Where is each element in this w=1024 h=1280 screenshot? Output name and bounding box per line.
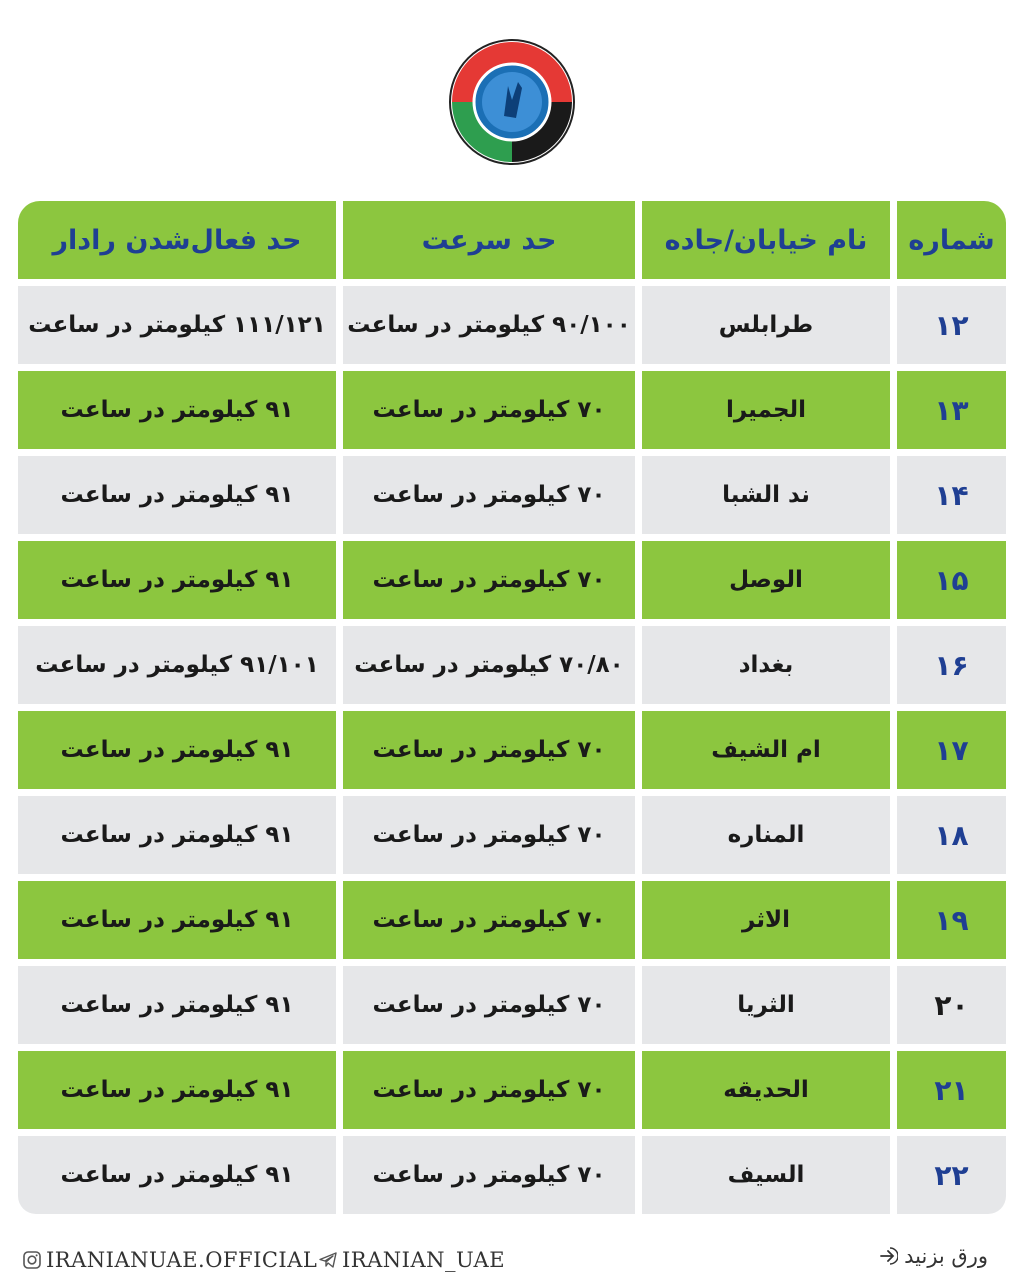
row-street: الوصل	[642, 541, 890, 619]
table-row	[18, 1051, 1006, 1129]
row-speed-limit: ۷۰ کیلومتر در ساعت	[343, 966, 635, 1044]
speed-limit-table	[18, 201, 1006, 1221]
row-speed-limit: ۷۰/۸۰ کیلومتر در ساعت	[343, 626, 635, 704]
table-row	[18, 796, 1006, 874]
telegram-label: IRANIAN_UAE	[342, 1248, 506, 1272]
table-row	[18, 711, 1006, 789]
row-speed-limit: ۷۰ کیلومتر در ساعت	[343, 456, 635, 534]
arrow-right-icon	[878, 1246, 898, 1266]
row-speed-limit: ۷۰ کیلومتر در ساعت	[343, 711, 635, 789]
row-speed-limit: ۷۰ کیلومتر در ساعت	[343, 881, 635, 959]
row-radar-limit: ۹۱ کیلومتر در ساعت	[18, 541, 336, 619]
row-radar-limit: ۹۱ کیلومتر در ساعت	[18, 711, 336, 789]
table-row	[18, 371, 1006, 449]
header-speed-limit: حد سرعت	[343, 201, 635, 279]
row-radar-limit: ۹۱/۱۰۱ کیلومتر در ساعت	[18, 626, 336, 704]
row-number: ۱۹	[897, 881, 1006, 959]
telegram-handle[interactable]	[318, 1248, 505, 1272]
row-speed-limit: ۹۰/۱۰۰ کیلومتر در ساعت	[343, 286, 635, 364]
row-radar-limit: ۹۱ کیلومتر در ساعت	[18, 796, 336, 874]
row-street: الحدیقه	[642, 1051, 890, 1129]
row-street: الاثر	[642, 881, 890, 959]
table-row	[18, 626, 1006, 704]
instagram-handle[interactable]	[22, 1248, 317, 1272]
row-radar-limit: ۹۱ کیلومتر در ساعت	[18, 881, 336, 959]
row-number: ۱۸	[897, 796, 1006, 874]
row-radar-limit: ۹۱ کیلومتر در ساعت	[18, 966, 336, 1044]
table-header-row	[18, 201, 1006, 279]
header-street: نام خیابان/جاده	[642, 201, 890, 279]
row-street: الثریا	[642, 966, 890, 1044]
row-number: ۲۱	[897, 1051, 1006, 1129]
row-speed-limit: ۷۰ کیلومتر در ساعت	[343, 1136, 635, 1214]
table-row	[18, 1136, 1006, 1214]
row-street: ام الشیف	[642, 711, 890, 789]
footer	[0, 1240, 1024, 1280]
row-speed-limit: ۷۰ کیلومتر در ساعت	[343, 541, 635, 619]
logo-emblem	[448, 38, 576, 166]
row-number: ۱۳	[897, 371, 1006, 449]
row-speed-limit: ۷۰ کیلومتر در ساعت	[343, 1051, 635, 1129]
row-street: المناره	[642, 796, 890, 874]
row-speed-limit: ۷۰ کیلومتر در ساعت	[343, 796, 635, 874]
row-street: ند الشبا	[642, 456, 890, 534]
row-number: ۱۴	[897, 456, 1006, 534]
table-row	[18, 966, 1006, 1044]
row-street: طرابلس	[642, 286, 890, 364]
row-number: ۲۰	[897, 966, 1006, 1044]
table-row	[18, 456, 1006, 534]
row-radar-limit: ۹۱ کیلومتر در ساعت	[18, 1051, 336, 1129]
row-radar-limit: ۹۱ کیلومتر در ساعت	[18, 1136, 336, 1214]
row-number: ۲۲	[897, 1136, 1006, 1214]
table-row	[18, 881, 1006, 959]
brand-logo	[448, 38, 576, 166]
header-radar-limit: حد فعال‌شدن رادار	[18, 201, 336, 279]
instagram-label: IRANIANUAE.OFFICIAL	[46, 1248, 318, 1272]
next-page-label: ورق بزنید	[904, 1244, 988, 1268]
telegram-icon	[318, 1250, 338, 1270]
header-number: شماره	[897, 201, 1006, 279]
row-speed-limit: ۷۰ کیلومتر در ساعت	[343, 371, 635, 449]
row-number: ۱۷	[897, 711, 1006, 789]
row-number: ۱۵	[897, 541, 1006, 619]
row-number: ۱۲	[897, 286, 1006, 364]
row-radar-limit: ۹۱ کیلومتر در ساعت	[18, 456, 336, 534]
row-street: الجمیرا	[642, 371, 890, 449]
row-number: ۱۶	[897, 626, 1006, 704]
instagram-icon	[22, 1250, 42, 1270]
next-page-button[interactable]	[878, 1244, 988, 1268]
row-street: بغداد	[642, 626, 890, 704]
row-radar-limit: ۱۱۱/۱۲۱ کیلومتر در ساعت	[18, 286, 336, 364]
table-row	[18, 541, 1006, 619]
table-row	[18, 286, 1006, 364]
row-radar-limit: ۹۱ کیلومتر در ساعت	[18, 371, 336, 449]
row-street: السیف	[642, 1136, 890, 1214]
